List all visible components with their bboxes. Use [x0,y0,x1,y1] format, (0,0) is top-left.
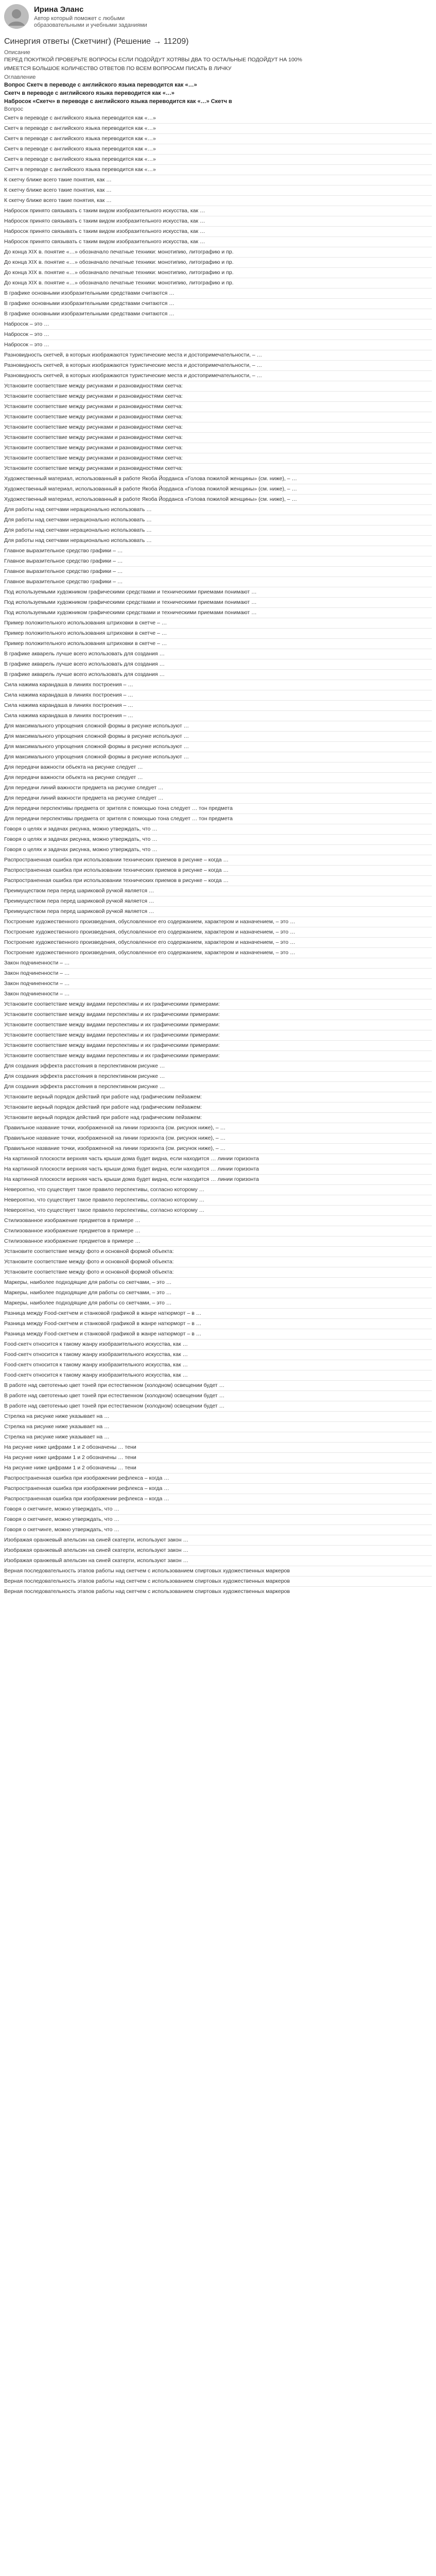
list-item: Разновидность скетчей, в которых изображаются туристические места и достопримечательности, – … [4,360,432,370]
list-item: Установите верный порядок действий при работе над графическим пейзажем: [4,1092,432,1102]
list-item: К скетчу ближе всего такие понятия, как … [4,195,432,206]
list-item: Главное выразительное средство графики – … [4,577,432,587]
list-item: Установите соответствие между рисунками и разновидностями скетча: [4,453,432,463]
list-item: Сила нажима карандаша в линиях построения – … [4,680,432,690]
list-item: Установите верный порядок действий при работе над графическим пейзажем: [4,1102,432,1112]
list-item: Установите соответствие между рисунками и разновидностями скетча: [4,463,432,473]
list-item: Для передачи линий важности предмета на рисунке следует … [4,783,432,793]
list-item: Для максимального упрощения сложной формы в рисунке используют … [4,752,432,762]
list-item: Преимуществом пера перед шариковой ручкой является … [4,896,432,906]
list-item: В графике акварель лучше всего использовать для создания … [4,659,432,669]
list-item: Под используемыми художником графическими средствами и техническими приемами понимают … [4,607,432,618]
list-item: Разница между Food-скетчем и станковой графикой в жанре натюрморт – в … [4,1329,432,1339]
list-item: Для максимального упрощения сложной формы в рисунке используют … [4,721,432,731]
list-item: Распространенная ошибка при использовании технических приемов в рисунке – когда … [4,875,432,886]
list-item: Распространенная ошибка при использовании технических приемов в рисунке – когда … [4,855,432,865]
list-item: Стрелка на рисунке ниже указывает на … [4,1432,432,1442]
list-item: Невероятно, что существует такое правило перспективы, согласно которому … [4,1205,432,1215]
list-item: Установите соответствие между видами перспективы и их графическими примерами: [4,1009,432,1020]
list-item: Стилизованное изображение предметов в примере … [4,1226,432,1236]
list-item: На картинной плоскости верхняя часть крыши дома будет видна, если находится … линии горизонта [4,1164,432,1174]
list-item: Установите соответствие между фото и основной формой объекта: [4,1246,432,1257]
list-item: Пример положительного использования штриховки в скетче – … [4,618,432,628]
list-item: Установите соответствие между рисунками и разновидностями скетча: [4,443,432,453]
list-item: Говоря о скетчинге, можно утверждать, что … [4,1504,432,1514]
list-item: Изображая оранжевый апельсин на синей скатерти, используют закон … [4,1545,432,1555]
list-item: Набросок – это … [4,329,432,340]
list-item: Установите соответствие между рисунками и разновидностями скетча: [4,422,432,432]
list-item: Для работы над скетчами нерационально использовать … [4,525,432,535]
list-item: Установите соответствие между фото и основной формой объекта: [4,1257,432,1267]
list-item: Верная последовательность этапов работы над скетчем с использованием спиртовых художественных маркеров [4,1586,432,1597]
list-item: Набросок – это … [4,319,432,329]
list-item: Под используемыми художником графическими средствами и техническими приемами понимают … [4,587,432,597]
list-item: Установите соответствие между видами перспективы и их графическими примерами: [4,1040,432,1050]
list-item: Установите соответствие между рисунками и разновидностями скетча: [4,412,432,422]
list-item: До конца XIX в. понятие «…» обозначало печатные техники: монотипию, литографию и пр. [4,278,432,288]
list-item: В работе над светотенью цвет тоней при естественном (холодном) освещении будет … [4,1391,432,1401]
list-item: Скетч в переводе с английского языка переводится как «…» [4,133,432,144]
list-item: Установите верный порядок действий при работе над графическим пейзажем: [4,1112,432,1123]
list-item: Говоря о скетчинге, можно утверждать, что … [4,1524,432,1535]
list-item: Главное выразительное средство графики – … [4,546,432,556]
list-item: Для максимального упрощения сложной формы в рисунке используют … [4,741,432,752]
description-line-1: ПЕРЕД ПОКУПКОЙ ПРОВЕРЬТЕ ВОПРОСЫ ЕСЛИ ПОДОЙДУТ ХОТЯВЫ ДВА ТО ОСТАЛЬНЫЕ ПОДОЙДУТ НА 100% [4,57,302,63]
list-item: Установите соответствие между рисунками и разновидностями скетча: [4,381,432,391]
list-item: Для создания эффекта расстояния в перспективном рисунке … [4,1061,432,1071]
list-item: До конца XIX в. понятие «…» обозначало печатные техники: монотипию, литографию и пр. [4,267,432,278]
list-item: Для передачи важности объекта на рисунке следует … [4,762,432,772]
list-item: Изображая оранжевый апельсин на синей скатерти, используют закон … [4,1535,432,1545]
list-item: Стилизованное изображение предметов в примере … [4,1236,432,1246]
list-item: Построение художественного произведения, обусловленное его содержанием, характером и назначением, – это … [4,947,432,958]
list-item: Для работы над скетчами нерационально использовать … [4,515,432,525]
list-item: Сила нажима карандаша в линиях построения – … [4,710,432,721]
list-item: Для передачи перспективы предмета от зрителя с помощью тона следует … тон предмета [4,814,432,824]
list-item: Установите соответствие между рисунками и разновидностями скетча: [4,401,432,412]
list-item: Сила нажима карандаша в линиях построения – … [4,690,432,700]
list-item: Закон подчиненности – … [4,968,432,978]
list-item: Главное выразительное средство графики – … [4,556,432,566]
page-title: Синергия ответы (Скетчинг) (Решение → 11209) [4,37,189,46]
list-item: На рисунке ниже цифрами 1 и 2 обозначены … тени [4,1442,432,1452]
author-info [34,4,152,29]
list-item: Скетч в переводе с английского языка переводится как «…» [4,123,432,133]
list-item: Стрелка на рисунке ниже указывает на … [4,1421,432,1432]
list-item: Набросок принято связывать с таким видом изобразительного искусства, как … [4,206,432,216]
list-item: Говоря о целях и задачах рисунка, можно утверждать, что … [4,824,432,834]
list-item: В графике основными изобразительными средствами считаются … [4,298,432,309]
list-item: Стрелка на рисунке ниже указывает на … [4,1411,432,1421]
list-item: Закон подчиненности – … [4,958,432,968]
list-item: Маркеры, наиболее подходящие для работы со скетчами, – это … [4,1298,432,1308]
list-item: В работе над светотенью цвет тоней при естественном (холодном) освещении будет … [4,1401,432,1411]
list-item: Невероятно, что существует такое правило перспективы, согласно которому … [4,1195,432,1205]
list-item: Художественный материал, использованный в работе Якоба Йорданса «Голова пожилой женщины» (см. ниже), – … [4,484,432,494]
list-item: Для максимального упрощения сложной формы в рисунке используют … [4,731,432,741]
list-item: Скетч в переводе с английского языка переводится как «…» [4,164,432,175]
toc-item[interactable]: Вопрос Скетч в переводе с английского языка переводится как «…» [4,82,197,88]
list-item: До конца XIX в. понятие «…» обозначало печатные техники: монотипию, литографию и пр. [4,257,432,267]
list-item: В работе над светотенью цвет тоней при естественном (холодном) освещении будет … [4,1380,432,1391]
list-item: Художественный материал, использованный в работе Якоба Йорданса «Голова пожилой женщины» (см. ниже), – … [4,494,432,504]
author-name[interactable]: Ирина Эланс [34,5,84,14]
list-item: Правильное название точки, изображенной на линии горизонта (см. рисунок ниже), – … [4,1123,432,1133]
list-item: Распространенная ошибка при изображении рефлекса – когда … [4,1473,432,1483]
list-item: Главное выразительное средство графики – … [4,566,432,577]
list-item: Разновидность скетчей, в которых изображаются туристические места и достопримечательности, – … [4,350,432,360]
author-block [4,3,432,34]
list-item: Говоря о скетчинге, можно утверждать, что … [4,1514,432,1524]
list-item: Для создания эффекта расстояния в перспективном рисунке … [4,1071,432,1081]
list-item: Установите соответствие между видами перспективы и их графическими примерами: [4,999,432,1009]
list-item: Верная последовательность этапов работы над скетчем с использованием спиртовых художественных маркеров [4,1576,432,1586]
list-item: Food-скетч относится к такому жанру изобразительного искусства, как … [4,1339,432,1349]
list-item: На картинной плоскости верхняя часть крыши дома будет видна, если находится … линии горизонта [4,1174,432,1184]
list-item: Разновидность скетчей, в которых изображаются туристические места и достопримечательности, – … [4,370,432,381]
list-item: Художественный материал, использованный в работе Якоба Йорданса «Голова пожилой женщины» (см. ниже), – … [4,473,432,484]
list-item: Говоря о целях и задачах рисунка, можно утверждать, что … [4,844,432,855]
list-item: Построение художественного произведения, обусловленное его содержанием, характером и назначением, – это … [4,917,432,927]
list-item: Преимуществом пера перед шариковой ручкой является … [4,886,432,896]
list-item: Установите соответствие между видами перспективы и их графическими примерами: [4,1030,432,1040]
list-item: Разница между Food-скетчем и станковой графикой в жанре натюрморт – в … [4,1318,432,1329]
list-item: К скетчу ближе всего такие понятия, как … [4,175,432,185]
list-item: Food-скетч относится к такому жанру изобразительного искусства, как … [4,1370,432,1380]
list-item: Изображая оранжевый апельсин на синей скатерти, используют закон … [4,1555,432,1566]
author-description: Автор который поможет с любыми образовательными и учебными заданиями [34,15,147,28]
list-item: Преимуществом пера перед шариковой ручкой является … [4,906,432,917]
section-label: Вопрос [4,106,24,112]
list-item: Food-скетч относится к такому жанру изобразительного искусства, как … [4,1360,432,1370]
list-item: Пример положительного использования штриховки в скетче – … [4,628,432,638]
list-item: Распространенная ошибка при изображении рефлекса – когда … [4,1483,432,1494]
avatar-icon [4,4,29,29]
list-item: На рисунке ниже цифрами 1 и 2 обозначены … тени [4,1452,432,1463]
list-item: На картинной плоскости верхняя часть крыши дома будет видна, если находится … линии горизонта [4,1154,432,1164]
list-item: Правильное название точки, изображенной на линии горизонта (см. рисунок ниже), – … [4,1143,432,1154]
list-item: Установите соответствие между видами перспективы и их графическими примерами: [4,1020,432,1030]
list-item: Скетч в переводе с английского языка переводится как «…» [4,144,432,154]
list-item: Для передачи перспективы предмета от зрителя с помощью тона следует … тон предмета [4,803,432,814]
list-item: Сила нажима карандаша в линиях построения – … [4,700,432,710]
list-item: Набросок принято связывать с таким видом изобразительного искусства, как … [4,216,432,226]
list-item: До конца XIX в. понятие «…» обозначало печатные техники: монотипию, литографию и пр. [4,247,432,257]
list-item: Невероятно, что существует такое правило перспективы, согласно которому … [4,1184,432,1195]
list-item: Распространенная ошибка при изображении рефлекса – когда … [4,1494,432,1504]
list-item: Установите соответствие между рисунками и разновидностями скетча: [4,391,432,401]
list-item: Распространенная ошибка при использовании технических приемов в рисунке – когда … [4,865,432,875]
description-line-2: ИМЕЕТСЯ БОЛЬШОЕ КОЛИЧЕСТВО ОТВЕТОВ ПО ВСЕМ ВОПРОСАМ ПИСАТЬ В ЛИЧКУ [4,65,232,72]
avatar[interactable] [4,4,29,29]
list-item: Построение художественного произведения, обусловленное его содержанием, характером и назначением, – это … [4,937,432,947]
list-item: Верная последовательность этапов работы над скетчем с использованием спиртовых художественных маркеров [4,1566,432,1576]
list-item: Food-скетч относится к такому жанру изобразительного искусства, как … [4,1349,432,1360]
list-item: Для работы над скетчами нерационально использовать … [4,535,432,546]
list-item: В графике акварель лучше всего использовать для создания … [4,669,432,680]
list-item: Для создания эффекта расстояния в перспективном рисунке … [4,1081,432,1092]
list-item: Для работы над скетчами нерационально использовать … [4,504,432,515]
list-item: Для передачи линий важности предмета на рисунке следует … [4,793,432,803]
list-item: Построение художественного произведения, обусловленное его содержанием, характером и назначением, – это … [4,927,432,937]
list-item: Правильное название точки, изображенной на линии горизонта (см. рисунок ниже), – … [4,1133,432,1143]
toc-label: Оглавление [4,74,36,80]
list-item: Скетч в переводе с английского языка переводится как «…» [4,154,432,164]
list-item: В графике основными изобразительными средствами считаются … [4,309,432,319]
list-item: Под используемыми художником графическими средствами и техническими приемами понимают … [4,597,432,607]
list-item: Говоря о целях и задачах рисунка, можно утверждать, что … [4,834,432,844]
list-item: Для передачи важности объекта на рисунке следует … [4,772,432,783]
list-item: Набросок принято связывать с таким видом изобразительного искусства, как … [4,236,432,247]
list-item: Закон подчиненности – … [4,989,432,999]
list-item: Набросок – это … [4,340,432,350]
list-item: Установите соответствие между фото и основной формой объекта: [4,1267,432,1277]
toc-item[interactable]: Скетч в переводе с английского языка переводится как «…» [4,90,175,96]
list-item: В графике основными изобразительными средствами считаются … [4,288,432,298]
list-item: К скетчу ближе всего такие понятия, как … [4,185,432,195]
list-item: Набросок принято связывать с таким видом изобразительного искусства, как … [4,226,432,236]
list-item: Маркеры, наиболее подходящие для работы со скетчами, – это … [4,1287,432,1298]
toc-item[interactable]: Набросок «Скетч» в переводе с английского языка переводится как «…» Скетч в [4,98,232,105]
list-item: Маркеры, наиболее подходящие для работы со скетчами, – это … [4,1277,432,1287]
toc [4,81,432,105]
list-item: В графике акварель лучше всего использовать для создания … [4,649,432,659]
list-item: Пример положительного использования штриховки в скетче – … [4,638,432,649]
list-item: Закон подчиненности – … [4,978,432,989]
list-item: На рисунке ниже цифрами 1 и 2 обозначены … тени [4,1463,432,1473]
question-list [4,113,432,1597]
list-item: Установите соответствие между видами перспективы и их графическими примерами: [4,1050,432,1061]
list-item: Скетч в переводе с английского языка переводится как «…» [4,115,156,121]
list-item: Стилизованное изображение предметов в примере … [4,1215,432,1226]
list-item: Разница между Food-скетчем и станковой графикой в жанре натюрморт – в … [4,1308,432,1318]
list-item: Установите соответствие между рисунками и разновидностями скетча: [4,432,432,443]
description-label: Описание [4,49,30,56]
